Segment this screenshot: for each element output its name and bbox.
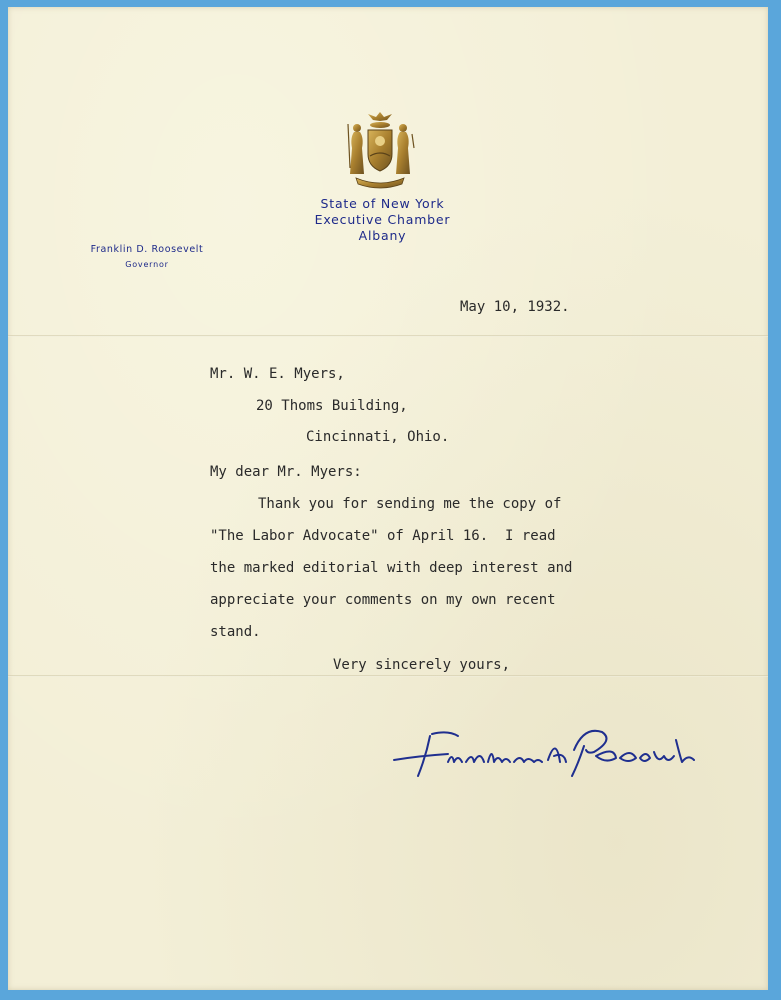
recipient-city: Cincinnati, Ohio. — [306, 429, 450, 445]
governor-name: Franklin D. Roosevelt — [90, 244, 204, 255]
letterhead-chamber: Executive Chamber — [314, 212, 451, 227]
letterhead-state: State of New York — [320, 196, 445, 211]
new-york-state-coat-of-arms-icon — [340, 108, 420, 192]
letter-date: May 10, 1932. — [460, 299, 570, 315]
letterhead-city: Albany — [358, 228, 407, 243]
body-line: the marked editorial with deep interest and — [210, 560, 573, 576]
fold-crease-upper — [8, 335, 768, 337]
body-line: "The Labor Advocate" of April 16. I read — [210, 528, 556, 544]
recipient-street: 20 Thoms Building, — [256, 398, 408, 414]
body-line: stand. — [210, 624, 261, 640]
closing: Very sincerely yours, — [333, 657, 511, 673]
governor-title: Governor — [125, 260, 169, 269]
body-line: Thank you for sending me the copy of — [258, 496, 562, 512]
salutation: My dear Mr. Myers: — [210, 464, 362, 480]
recipient-name: Mr. W. E. Myers, — [210, 366, 345, 382]
letterhead-governor — [72, 242, 222, 272]
body-line: appreciate your comments on my own recent — [210, 592, 556, 608]
handwritten-signature — [388, 716, 698, 796]
fold-crease-lower — [8, 675, 768, 677]
letterhead-address — [290, 196, 475, 244]
